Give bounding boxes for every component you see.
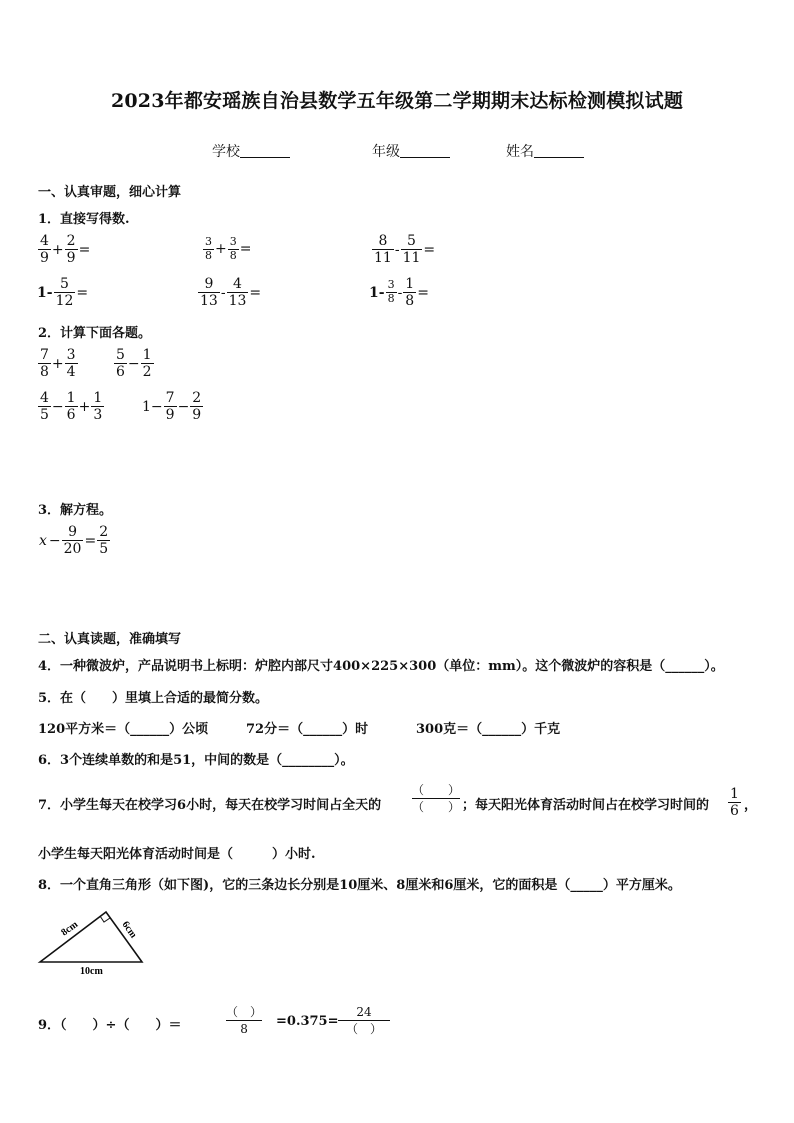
name-label: 姓名 bbox=[506, 144, 534, 160]
q6-text: 6．3个连续单数的和是51，中间的数是（________）。 bbox=[38, 753, 354, 768]
school-field bbox=[212, 141, 290, 161]
q2-expr-1: $\frac{7}{8}$ + $\frac{3}{4}$ bbox=[40, 347, 76, 381]
q5-item-b: 72分＝（______）时 bbox=[246, 722, 369, 737]
q1-expr-6: 1- $\frac{3}{8}$ - $\frac{1}{8}$ = bbox=[369, 276, 429, 310]
q7-part1: 7．小学生每天在校学习6小时，每天在校学习时间占全天的 bbox=[38, 798, 382, 813]
name-field bbox=[506, 141, 584, 161]
q1-expr-1: $\frac{4}{9}$ + $\frac{2}{9}$ = bbox=[40, 233, 91, 267]
q5-text: 5．在（ ）里填上合适的最简分数。 bbox=[38, 691, 269, 706]
q7-line2: 小学生每天阳光体育活动时间是（ ）小时. bbox=[38, 847, 316, 862]
q9-fraction-2: 24 （ ） bbox=[338, 1004, 390, 1037]
grade-label: 年级 bbox=[372, 144, 400, 160]
q1-expr-4: 1- $\frac{5}{12}$ = bbox=[37, 276, 89, 310]
q2-expr-2: $\frac{5}{6}$ − $\frac{1}{2}$ bbox=[116, 347, 152, 381]
q9-fraction-1: （ ） 8 bbox=[226, 1005, 263, 1037]
section2-heading: 二、认真读题，准确填写 bbox=[38, 632, 182, 647]
q7-part2: ；每天阳光体育活动时间占在校学习时间的 bbox=[462, 798, 710, 813]
q9-part1: 9．（ ）÷（ ）＝ bbox=[38, 1018, 182, 1033]
side-10-label: 10cm bbox=[80, 966, 103, 977]
q1-label: 1．直接写得数. bbox=[38, 212, 130, 227]
school-label: 学校 bbox=[212, 144, 240, 160]
grade-field bbox=[372, 141, 450, 161]
q5-item-a: 120平方米＝（______）公顷 bbox=[38, 722, 209, 737]
q8-text: 8．一个直角三角形（如下图)，它的三条边长分别是10厘米、8厘米和6厘米，它的面积是（_____）平方厘米。 bbox=[38, 878, 681, 893]
q4-text: 4．一种微波炉，产品说明书上标明：炉腔内部尺寸400×225×300（单位：mm）。这个微波炉的容积是（______）。 bbox=[38, 659, 724, 674]
right-triangle-figure bbox=[36, 906, 156, 978]
q7-blank-fraction: （ ） （ ） bbox=[412, 783, 461, 815]
school-blank bbox=[240, 143, 290, 158]
q7-part3: ， bbox=[744, 798, 758, 813]
q2-expr-4: 1− $\frac{7}{9}$ − $\frac{2}{9}$ bbox=[142, 390, 202, 424]
side-8-label: 8cm bbox=[59, 919, 81, 939]
q1-expr-2: $\frac{3}{8}$ + $\frac{3}{8}$ = bbox=[205, 235, 252, 262]
q7-fraction: $\frac{1}{6}$ bbox=[730, 786, 739, 820]
q5-item-c: 300克＝（______）千克 bbox=[416, 722, 561, 737]
section1-heading: 一、认真审题，细心计算 bbox=[38, 185, 182, 200]
grade-blank bbox=[400, 143, 450, 158]
q3-equation: x − $\frac{9}{20}$ = $\frac{2}{5}$ bbox=[39, 524, 109, 558]
page-title: 2023年都安瑶族自治县数学五年级第二学期期末达标检测模拟试题 bbox=[110, 90, 684, 112]
q1-expr-5: $\frac{9}{13}$ - $\frac{4}{13}$ = bbox=[200, 276, 262, 310]
q9-part2: =0.375= bbox=[276, 1014, 339, 1029]
q2-expr-3: $\frac{4}{5}$ − $\frac{1}{6}$ + $\frac{1}{3}$ bbox=[40, 390, 103, 424]
name-blank bbox=[534, 143, 584, 158]
q3-label: 3．解方程。 bbox=[38, 503, 113, 518]
q2-label: 2．计算下面各题。 bbox=[38, 326, 152, 341]
side-6-label: 6cm bbox=[119, 919, 139, 941]
q1-expr-3: $\frac{8}{11}$ - $\frac{5}{11}$ = bbox=[374, 233, 436, 267]
